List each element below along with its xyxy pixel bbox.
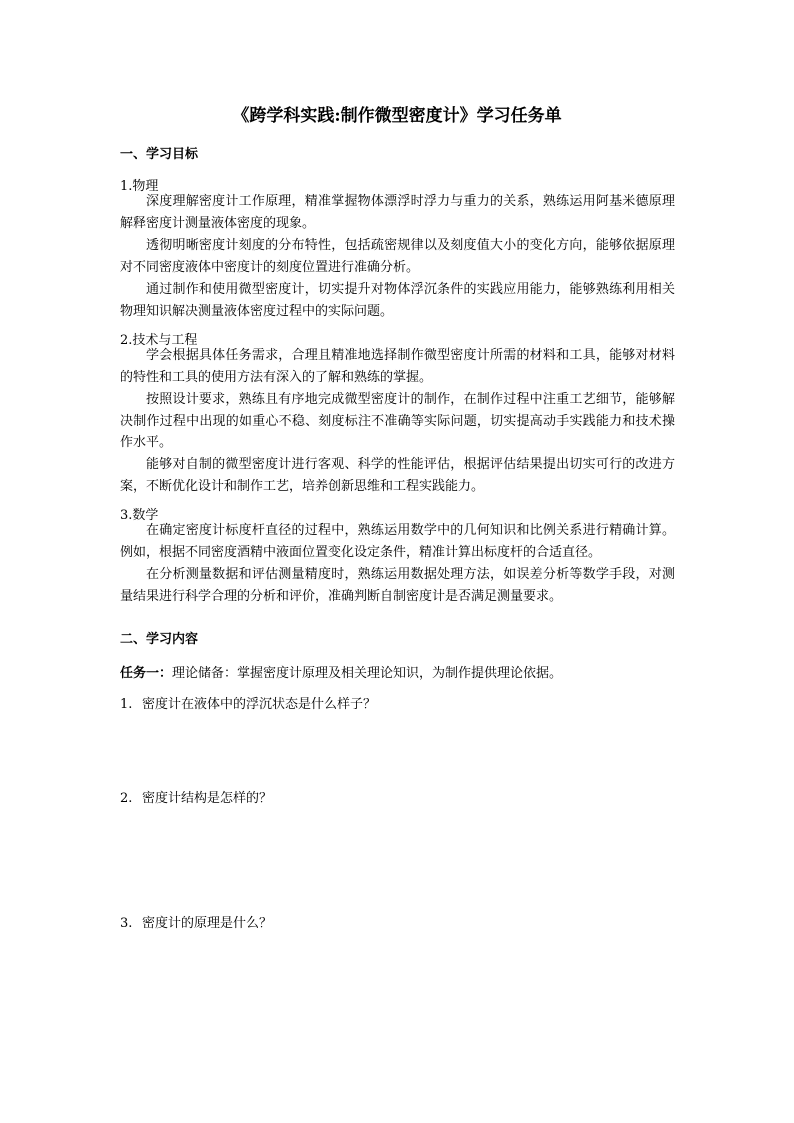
- question-number: 3.: [120, 916, 133, 931]
- physics-paragraph-2: 透彻明晰密度计刻度的分布特性，包括疏密规律以及刻度值大小的变化方向，能够依据原理对不同密度液体中密度计的刻度位置进行准确分析。: [120, 238, 675, 275]
- question-number: 1.: [120, 697, 133, 712]
- tech-paragraph-1: 学会根据具体任务需求，合理且精准地选择制作微型密度计所需的材料和工具，能够对材料的特性和工具的使用方法有深入的了解和熟练的掌握。: [120, 348, 675, 385]
- tech-paragraph-2: 按照设计要求，熟练且有序地完成微型密度计的制作，在制作过程中注重工艺细节，能够解决制作过程中出现的如重心不稳、刻度标注不准确等实际问题，切实提高动手实践能力和技术操作水平。: [120, 392, 675, 450]
- physics-paragraph-3: 通过制作和使用微型密度计，切实提升对物体浮沉条件的实践应用能力，能够熟练利用相关物理知识解决测量液体密度过程中的实际问题。: [120, 282, 675, 319]
- section-heading-content: 二、学习内容: [120, 632, 199, 647]
- question-number: 2.: [120, 791, 133, 806]
- question-text: 密度计的原理是什么？: [142, 916, 273, 931]
- question-1: [120, 695, 680, 715]
- task-one: [120, 664, 680, 684]
- task-one-text: 理论储备：掌握密度计原理及相关理论知识，为制作提供理论依据。: [172, 666, 563, 681]
- question-text: 密度计结构是怎样的？: [142, 791, 273, 806]
- question-2: [120, 789, 680, 809]
- subheading-tech: 2.技术与工程: [120, 333, 198, 348]
- physics-paragraph-1: 深度理解密度计工作原理，精准掌握物体漂浮时浮力与重力的关系，熟练运用阿基米德原理解释密度计测量液体密度的现象。: [120, 194, 675, 231]
- page-title: 《跨学科实践:制作微型密度计》学习任务单: [232, 106, 562, 126]
- math-paragraph-1: 在确定密度计标度杆直径的过程中，熟练运用数学中的几何知识和比例关系进行精确计算。例如，根据不同密度酒精中液面位置变化设定条件，精准计算出标度杆的合适直径。: [120, 523, 675, 560]
- math-paragraph-2: 在分析测量数据和评估测量精度时，熟练运用数据处理方法，如误差分析等数学手段，对测量结果进行科学合理的分析和评价，准确判断自制密度计是否满足测量要求。: [120, 567, 675, 604]
- tech-paragraph-3: 能够对自制的微型密度计进行客观、科学的性能评估，根据评估结果提出切实可行的改进方案，不断优化设计和制作工艺，培养创新思维和工程实践能力。: [120, 457, 675, 494]
- section-heading-goals: 一、学习目标: [120, 147, 199, 162]
- question-text: 密度计在液体中的浮沉状态是什么样子？: [142, 697, 377, 712]
- question-3: [120, 914, 680, 934]
- subheading-physics: 1.物理: [120, 179, 159, 194]
- task-one-label: 任务一：: [120, 666, 173, 681]
- subheading-math: 3.数学: [120, 508, 159, 523]
